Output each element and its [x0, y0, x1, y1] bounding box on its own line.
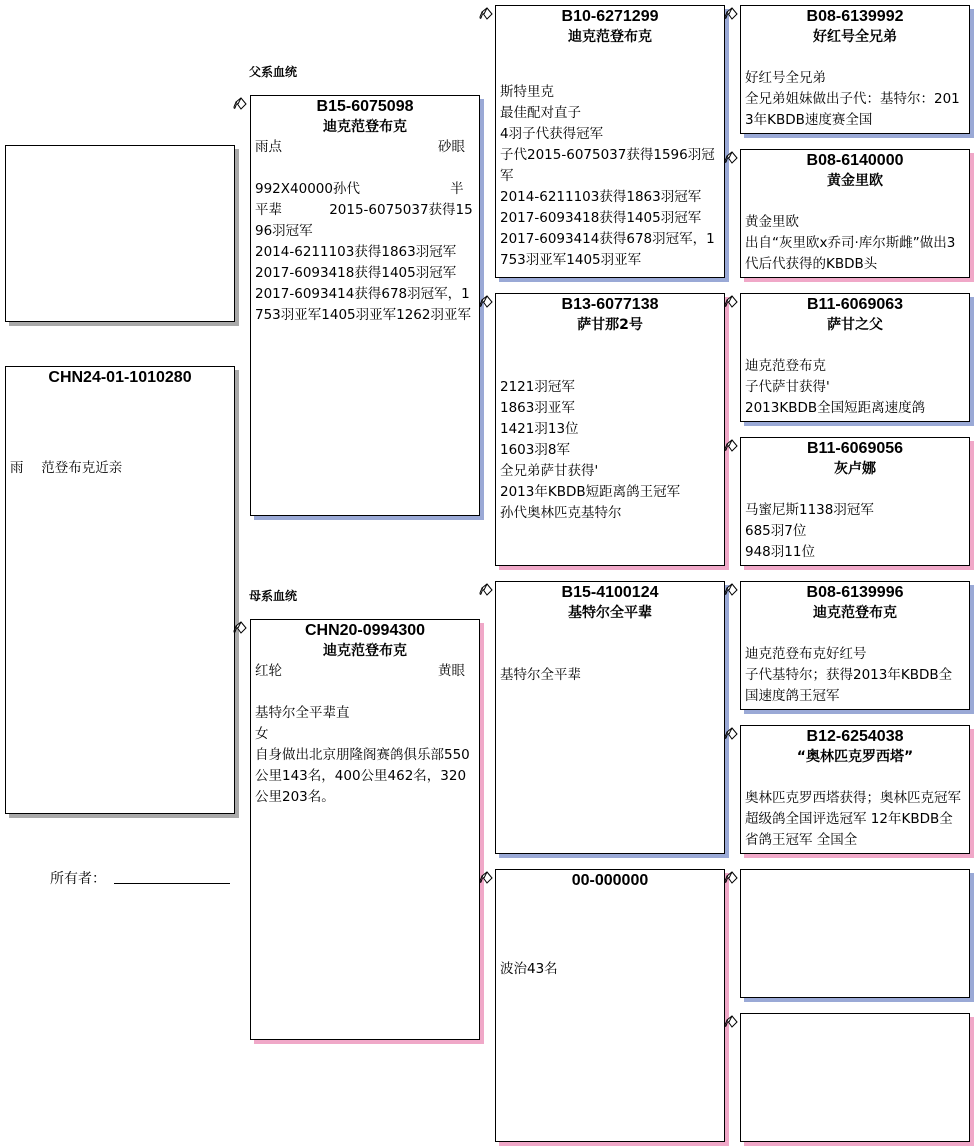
dam-dam-info: 波治43名 — [500, 961, 558, 977]
paint-bucket-icon[interactable] — [478, 582, 494, 598]
dam-dam-name — [496, 891, 724, 911]
owner-label: 所有者： — [50, 871, 106, 887]
dam-color: 红轮 — [255, 663, 282, 679]
dam-dam-card — [495, 869, 725, 1142]
sire-dam-name: 萨甘那2号 — [577, 317, 643, 333]
dds-card — [740, 869, 970, 998]
dam-sire-card — [495, 581, 725, 854]
dam-eye: 黄眼 — [438, 663, 465, 679]
sdd-name: 灰卢娜 — [834, 461, 876, 477]
paint-bucket-icon[interactable] — [723, 870, 739, 886]
dsd-card — [740, 725, 970, 854]
dss-ring-number: B08-6139996 — [806, 584, 904, 601]
paint-bucket-icon[interactable] — [723, 1014, 739, 1030]
sire-ring-number: B15-6075098 — [316, 98, 414, 115]
dam-ring-number: CHN20-0994300 — [304, 622, 426, 639]
ddd-card — [740, 1013, 970, 1142]
sds-name: 萨甘之父 — [827, 317, 883, 333]
dam-card — [250, 619, 480, 1040]
paint-bucket-icon[interactable] — [723, 726, 739, 742]
mother-section-label: 母系血统 — [249, 589, 298, 603]
paint-bucket-icon[interactable] — [232, 620, 248, 636]
dam-sire-name: 基特尔全平辈 — [568, 605, 652, 621]
sss-info: 好红号全兄弟 全兄弟姐妹做出子代：基特尔：2013年KBDB速度赛全国 — [745, 70, 960, 128]
sire-name: 迪克范登布克 — [323, 119, 407, 135]
sire-color: 雨点 — [255, 139, 282, 155]
sdd-card — [740, 437, 970, 566]
sire-dam-card — [495, 293, 725, 566]
ssd-name: 黄金里欧 — [827, 173, 883, 189]
paint-bucket-icon[interactable] — [478, 6, 494, 22]
sire-sire-name: 迪克范登布克 — [568, 29, 652, 45]
paint-bucket-icon[interactable] — [723, 294, 739, 310]
sdd-ring-number: B11-6069056 — [806, 440, 904, 457]
dam-name: 迪克范登布克 — [323, 643, 407, 659]
dss-card — [740, 581, 970, 710]
dsd-name: “奥林匹克罗西塔” — [796, 749, 914, 765]
paint-bucket-icon[interactable] — [723, 6, 739, 22]
dam-sire-info: 基特尔全平辈 — [500, 667, 581, 683]
sire-sire-info: 斯特里克 最佳配对直子 4羽子代获得冠军 子代2015-6075037获得1596羽冠军 2014-6211103获得1863羽冠军 2017-6093418获得1405羽冠军 2017-6093414获得678羽冠军，1753羽亚军1405羽亚军 — [500, 84, 715, 268]
sss-name: 好红号全兄弟 — [813, 29, 897, 45]
dam-dam-ring-number: 00-000000 — [571, 872, 649, 889]
paint-bucket-icon[interactable] — [232, 96, 248, 112]
sire-dam-info: 2121羽冠军 1863羽亚军 1421羽13位 1603羽8军 全兄弟萨甘获得' 2013年KBDB短距离鸽王冠军 孙代奥林匹克基特尔 — [500, 379, 681, 521]
paint-bucket-icon[interactable] — [478, 294, 494, 310]
sire-sire-ring-number: B10-6271299 — [561, 8, 659, 25]
dam-sire-ring-number: B15-4100124 — [561, 584, 659, 601]
sds-ring-number: B11-6069063 — [806, 296, 904, 313]
paint-bucket-icon[interactable] — [478, 870, 494, 886]
sire-card — [250, 95, 480, 516]
subject-note: 雨 范登布克近亲 — [10, 460, 123, 476]
sss-card — [740, 5, 970, 134]
paint-bucket-icon[interactable] — [723, 150, 739, 166]
dam-info: 基特尔全平辈直 女 自身做出北京朋隆阁赛鸽俱乐部550公里143名，400公里462名，320公里203名。 — [255, 705, 470, 805]
sire-sire-card — [495, 5, 725, 278]
paint-bucket-icon[interactable] — [723, 438, 739, 454]
paint-bucket-icon[interactable] — [723, 582, 739, 598]
sire-traits — [251, 137, 479, 158]
subject-ring-number: CHN24-01-1010280 — [48, 369, 192, 386]
sire-dam-ring-number: B13-6077138 — [561, 296, 659, 313]
dsd-info: 奥林匹克罗西塔获得；奥林匹克冠军 超级鸽全国评选冠军 12年KBDB全省鸽王冠军 全国全 — [745, 790, 966, 848]
photo-box — [5, 145, 235, 322]
dsd-ring-number: B12-6254038 — [806, 728, 904, 745]
owner-signature-line — [114, 883, 230, 884]
father-section-label: 父系血统 — [249, 65, 298, 79]
sds-info: 迪克范登布克 子代萨甘获得' 2013KBDB全国短距离速度鸽 — [745, 358, 926, 416]
sire-info: 992X40000孙代 半平辈 2015-6075037获得1596羽冠军 2014-6211103获得1863羽冠军 2017-6093418获得1405羽冠军 2017-6093414获得678羽冠军，1753羽亚军1405羽亚军1262羽亚军 — [255, 181, 473, 323]
sds-card — [740, 293, 970, 422]
sss-ring-number: B08-6139992 — [806, 8, 904, 25]
ssd-ring-number: B08-6140000 — [806, 152, 904, 169]
sire-eye: 砂眼 — [438, 139, 465, 155]
dss-info: 迪克范登布克好红号 子代基特尔；获得2013年KBDB全国速度鸽王冠军 — [745, 646, 953, 704]
dam-traits — [251, 661, 479, 682]
sdd-info: 马蜜尼斯1138羽冠军 685羽7位 948羽11位 — [745, 502, 874, 560]
ssd-card — [740, 149, 970, 278]
ssd-info: 黄金里欧 出自“灰里欧x乔司·库尔斯雌”做出3代后代获得的KBDB头 — [745, 214, 956, 272]
subject-card — [5, 366, 235, 814]
dss-name: 迪克范登布克 — [813, 605, 897, 621]
